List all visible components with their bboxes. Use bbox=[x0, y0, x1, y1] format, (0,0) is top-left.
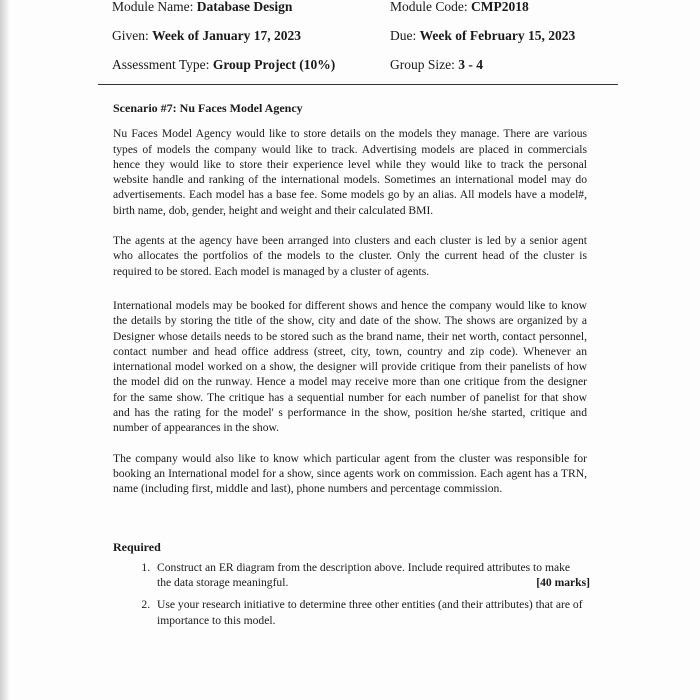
module-name-label: Module Name: bbox=[112, 0, 194, 14]
scenario-paragraph-3: International models may be booked for different shows and hence the company would like to know the details by storing the title of the show, city and date of the show. The shows are organized by a Designer whose details needs to be stored such as the brand name, their net worth, contact personnel, contact number and head office address (street, city, town, country and zip code). Whenever an international model worked on a show, the designer will provide critique from their panelists of how the model did on the runway. Hence a model may receive more than one critique from the designer for the same show. The critique has a sequential number for each number of panelist for that show and has the rating for the model' s performance in the show, position he/she started, critique and number of appearances in the show. bbox=[113, 298, 587, 435]
assessment-label: Assessment Type: bbox=[112, 57, 210, 72]
scenario-paragraph-1: Nu Faces Model Agency would like to store details on the models they manage. There are various types of models the company would like to track. Advertising models are placed in commercials hence they would like to store their experience level while they would like to track the personal website handle and ranking of the international models. Sometimes an international model may do advertisements. Each model has a base fee. Some models go by an alias. All models have a model#, birth name, dob, gender, height and weight and their calculated BMI. bbox=[113, 127, 587, 217]
module-code bbox=[390, 0, 529, 15]
task-item-1 bbox=[153, 560, 590, 591]
group-size-label: Group Size: bbox=[390, 57, 455, 72]
task-text-2: Use your research initiative to determine three other entities (and their attributes) that are of importance to this model. bbox=[157, 598, 583, 627]
header-row-module bbox=[112, 0, 529, 15]
document-body bbox=[113, 101, 590, 635]
given-label: Given: bbox=[112, 28, 149, 43]
task-list bbox=[113, 560, 590, 628]
header-row-assessment bbox=[112, 57, 483, 73]
due-label: Due: bbox=[390, 28, 417, 43]
due-date bbox=[390, 28, 575, 44]
task-item-2 bbox=[153, 597, 587, 628]
scenario-paragraph-2: The agents at the agency have been arranged into clusters and each cluster is led by a senior agent who allocates the portfolios of the models to the cluster. Only the current head of the cluster is required to be stored. Each model is managed by a cluster of agents. bbox=[113, 234, 587, 278]
module-name-value: Database Design bbox=[196, 0, 293, 14]
page-edge-shadow bbox=[0, 0, 10, 700]
module-code-label: Module Code: bbox=[390, 0, 468, 14]
scenario-title: Scenario #7: Nu Faces Model Agency bbox=[113, 101, 303, 115]
task-marks-1: [40 marks] bbox=[536, 576, 590, 590]
due-value: Week of February 15, 2023 bbox=[419, 28, 576, 43]
header-row-dates bbox=[112, 28, 576, 44]
group-size bbox=[390, 57, 483, 73]
scenario-paragraph-4: The company would also like to know which particular agent from the cluster was responsible for booking an International model for a show, since agents work on commission. Each agent has a TRN, name (including first, middle and last), phone numbers and percentage commission. bbox=[113, 451, 587, 496]
module-code-value: CMP2018 bbox=[471, 0, 529, 14]
task-text-1: Construct an ER diagram from the description above. Include required attributes to make the data storage meaningful. bbox=[157, 560, 571, 590]
given-value: Week of January 17, 2023 bbox=[152, 28, 302, 43]
assessment-value: Group Project (10%) bbox=[212, 57, 336, 72]
group-size-value: 3 - 4 bbox=[458, 57, 483, 72]
required-heading: Required bbox=[113, 539, 161, 554]
header-divider bbox=[98, 84, 618, 85]
